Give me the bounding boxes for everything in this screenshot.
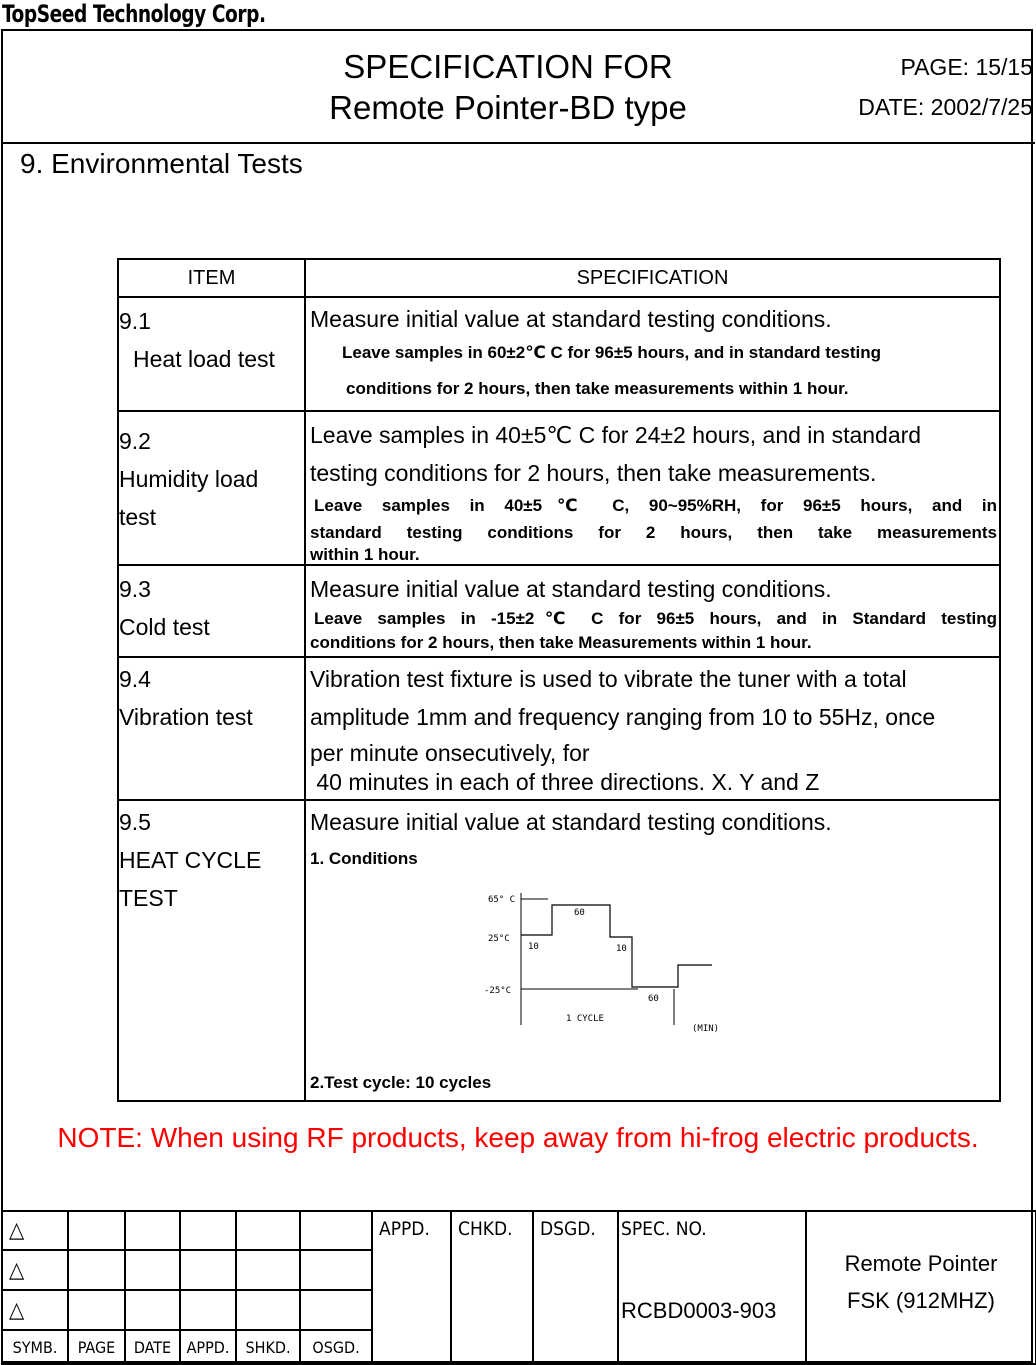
- note-text: NOTE: When using RF products, keep away from hi-frog electric products.: [57, 1122, 979, 1153]
- spec-line: Leave samples in 40±5℃ C for 24±2 hours, and in standard: [310, 422, 922, 448]
- appd-short-label: APPD.: [180, 1330, 236, 1364]
- spec-line: per minute onsecutively, for: [310, 740, 590, 766]
- shkd-label: SHKD.: [236, 1330, 300, 1364]
- label-minus25c: -25°C: [484, 986, 512, 996]
- spec-no-label: SPEC. NO.: [621, 1218, 707, 1240]
- item-name: Heat load test: [133, 346, 275, 372]
- spec-line: 2.Test cycle: 10 cycles: [310, 1073, 492, 1092]
- spec-subtitle: Remote Pointer-BD type: [329, 89, 687, 126]
- label-min: (MIN): [692, 1024, 720, 1034]
- label-10a: 10: [528, 942, 539, 952]
- revision-marker: △: [2, 1290, 68, 1330]
- item-name: test: [119, 504, 157, 530]
- label-10b: 10: [616, 944, 627, 954]
- label-60b: 60: [648, 994, 659, 1004]
- company-name: TopSeed Technology Corp.: [2, 0, 266, 28]
- spec-line: 1. Conditions: [310, 849, 418, 868]
- spec-line: Measure initial value at standard testing conditions.: [310, 809, 832, 835]
- heat-cycle-diagram: [478, 889, 738, 1039]
- item-number: 9.4: [119, 666, 151, 692]
- label-25c: 25°C: [488, 934, 510, 944]
- label-65c: 65° C: [488, 895, 516, 905]
- spec-line: conditions for 2 hours, then take measurements within 1 hour.: [346, 379, 849, 398]
- item-name: HEAT CYCLE: [119, 847, 262, 873]
- date-label: DATE: [125, 1330, 180, 1364]
- osgd-label: OSGD.: [300, 1330, 372, 1364]
- item-number: 9.2: [119, 428, 151, 454]
- table-row: [118, 411, 1000, 565]
- spec-line: Vibration test fixture is used to vibrate the tuner with a total: [310, 666, 907, 692]
- table-row: [118, 657, 1000, 800]
- spec-line: 40 minutes in each of three directions. X. Y and Z: [310, 769, 820, 795]
- footer-table: [1, 1210, 1036, 1365]
- item-name: Vibration test: [119, 704, 253, 730]
- item-number: 9.3: [119, 576, 151, 602]
- spec-title: SPECIFICATION FOR: [343, 48, 673, 85]
- dsgd-label: DSGD.: [533, 1211, 618, 1364]
- doc-date: DATE: 2002/7/25: [858, 94, 1033, 120]
- spec-line: Measure initial value at standard testing conditions.: [310, 576, 832, 602]
- item-number: 9.1: [119, 308, 151, 334]
- chkd-label: CHKD.: [451, 1211, 533, 1364]
- revision-marker: △: [2, 1250, 68, 1290]
- header-divider: [1, 142, 1035, 144]
- appd-label: APPD.: [372, 1211, 451, 1364]
- product-name: Remote Pointer: [844, 1250, 998, 1276]
- column-header-spec: SPECIFICATION: [305, 259, 1000, 297]
- product-model: FSK (912MHZ): [847, 1287, 995, 1313]
- environmental-tests-table: [117, 258, 1001, 1102]
- column-header-item: ITEM: [118, 259, 305, 297]
- item-name: TEST: [119, 885, 178, 911]
- table-row: [118, 297, 1000, 411]
- spec-no-cell: [618, 1211, 806, 1364]
- label-cycle: 1 CYCLE: [566, 1014, 604, 1024]
- page-number: PAGE: 15/15: [900, 54, 1033, 80]
- symb-label: SYMB.: [2, 1330, 68, 1364]
- spec-line: standard testing conditions for 2 hours, then take measurements: [310, 523, 997, 542]
- spec-line: Leave samples in 40±5℃ C, 90~95%RH, for 96±5 hours, and in: [314, 496, 997, 515]
- table-row: [118, 800, 1000, 1101]
- spec-line: amplitude 1mm and frequency ranging from 10 to 55Hz, once: [310, 704, 936, 730]
- product-cell: [806, 1211, 1036, 1364]
- page-label: PAGE: [68, 1330, 125, 1364]
- spec-line: testing conditions for 2 hours, then take measurements.: [310, 460, 877, 486]
- spec-line: Leave samples in 60±2℃ C for 96±5 hours, and in standard testing: [342, 343, 882, 362]
- item-name: Humidity load: [119, 466, 259, 492]
- spec-line: conditions for 2 hours, then take Measurements within 1 hour.: [310, 633, 812, 652]
- table-row: [118, 565, 1000, 657]
- section-title: 9. Environmental Tests: [20, 148, 303, 179]
- spec-line: Measure initial value at standard testing conditions.: [310, 306, 832, 332]
- item-number: 9.5: [119, 809, 151, 835]
- item-name: Cold test: [119, 614, 210, 640]
- spec-line: Leave samples in -15±2℃ C for 96±5 hours, and in Standard testing: [314, 609, 997, 628]
- label-60a: 60: [574, 908, 585, 918]
- spec-no-value: RCBD0003-903: [621, 1298, 777, 1323]
- revision-marker: △: [2, 1211, 68, 1250]
- spec-line: within 1 hour.: [310, 545, 420, 564]
